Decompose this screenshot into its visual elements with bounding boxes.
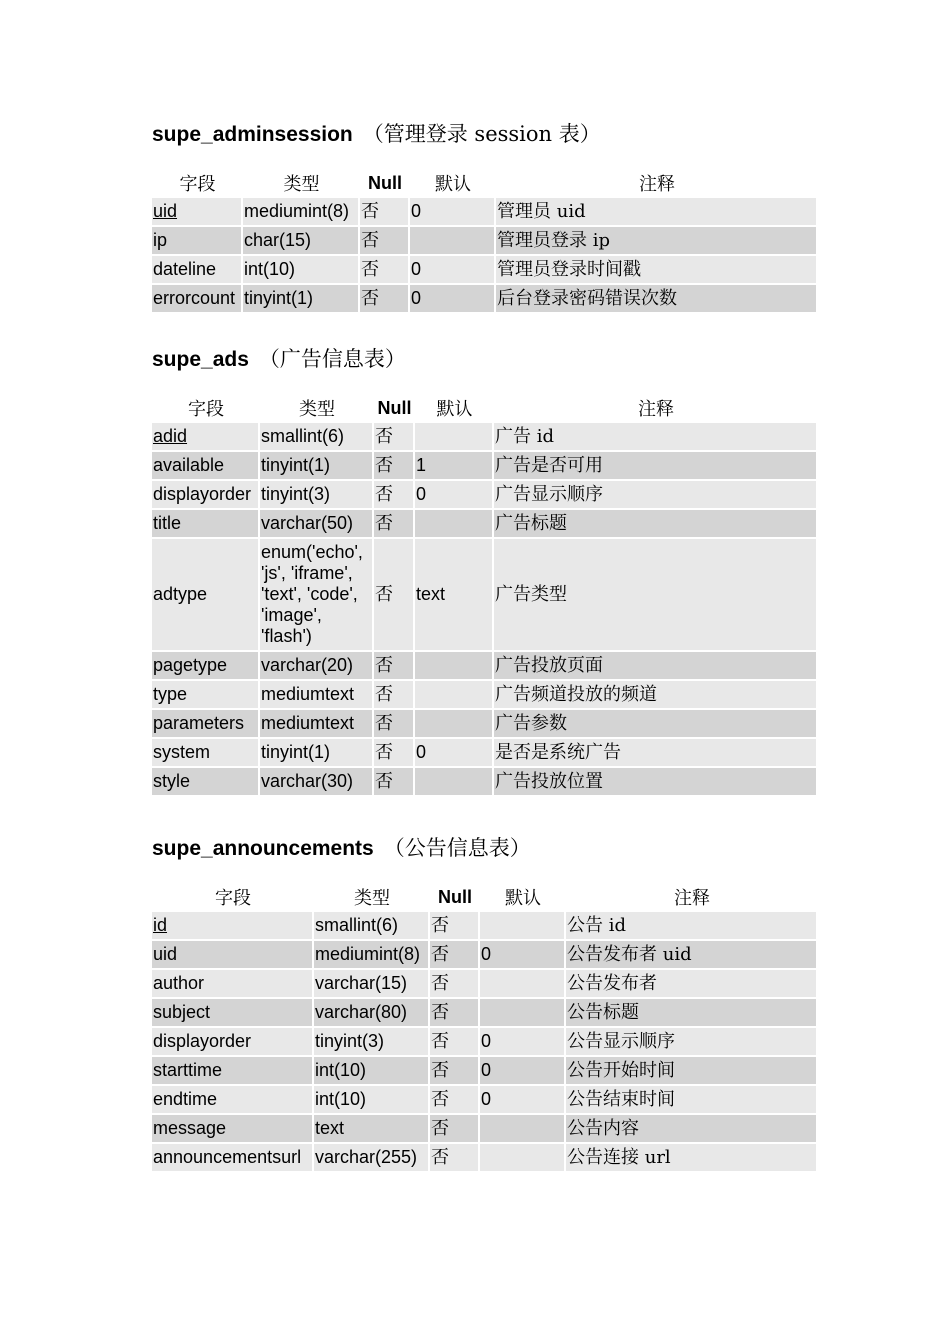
header-default: 默认 — [435, 174, 471, 195]
cell-default — [415, 681, 494, 710]
cell-field: uid — [152, 941, 314, 970]
cell-field: available — [152, 452, 260, 481]
cell-null: 否 — [374, 768, 415, 797]
header-type: 类型 — [283, 174, 320, 195]
cell-null: 否 — [374, 652, 415, 681]
header-type: 类型 — [354, 888, 390, 909]
cell-null: 否 — [360, 285, 410, 314]
header-type: 类型 — [299, 399, 335, 420]
cell-comment: 公告发布者 — [566, 970, 818, 999]
cell-type: char(15) — [243, 227, 360, 256]
cell-null: 否 — [374, 481, 415, 510]
cell-null: 否 — [374, 710, 415, 739]
cell-comment: 公告标题 — [566, 999, 818, 1028]
cell-comment: 公告内容 — [566, 1115, 818, 1144]
header-field: 字段 — [215, 888, 251, 909]
cell-comment: 广告频道投放的频道 — [494, 681, 818, 710]
table-row — [152, 912, 818, 941]
table-row — [152, 510, 818, 539]
header-null: Null — [368, 172, 402, 193]
cell-default — [480, 912, 566, 941]
table-row — [152, 1115, 818, 1144]
cell-type: varchar(30) — [260, 768, 374, 797]
cell-field: subject — [152, 999, 314, 1028]
cell-null: 否 — [430, 1115, 480, 1144]
cell-default — [480, 1115, 566, 1144]
cell-type: int(10) — [314, 1086, 430, 1115]
section-title — [152, 834, 818, 862]
cell-type: tinyint(3) — [314, 1028, 430, 1057]
header-row — [152, 168, 818, 198]
cell-default: 0 — [480, 941, 566, 970]
cell-null: 否 — [430, 1028, 480, 1057]
cell-null: 否 — [430, 1144, 480, 1173]
cell-type: smallint(6) — [260, 423, 374, 452]
cell-comment: 广告标题 — [494, 510, 818, 539]
cell-null: 否 — [430, 970, 480, 999]
cell-type: varchar(80) — [314, 999, 430, 1028]
header-field: 字段 — [188, 399, 224, 420]
cell-default: 0 — [410, 198, 496, 227]
cell-type: mediumint(8) — [314, 941, 430, 970]
cell-comment: 广告参数 — [494, 710, 818, 739]
cell-null: 否 — [374, 452, 415, 481]
table-row — [152, 999, 818, 1028]
table-description: （管理登录 session 表） — [362, 122, 601, 146]
cell-default — [415, 768, 494, 797]
cell-field: parameters — [152, 710, 260, 739]
cell-type: varchar(50) — [260, 510, 374, 539]
cell-type: mediumtext — [260, 681, 374, 710]
cell-type: mediumint(8) — [243, 198, 360, 227]
table-row — [152, 227, 818, 256]
table-row — [152, 970, 818, 999]
cell-default — [410, 227, 496, 256]
cell-field: announcementsurl — [152, 1144, 314, 1173]
table-description: （公告信息表） — [383, 836, 531, 860]
table-row — [152, 1057, 818, 1086]
cell-comment: 广告显示顺序 — [494, 481, 818, 510]
cell-field: type — [152, 681, 260, 710]
table-name: supe_announcements — [152, 837, 374, 860]
cell-comment: 后台登录密码错误次数 — [496, 285, 818, 314]
header-comment: 注释 — [639, 174, 675, 195]
cell-type: tinyint(1) — [260, 739, 374, 768]
header-row — [152, 393, 818, 423]
header-comment: 注释 — [638, 399, 674, 420]
cell-null: 否 — [430, 912, 480, 941]
header-null: Null — [438, 886, 472, 907]
header-comment: 注释 — [674, 888, 710, 909]
cell-field: adtype — [152, 539, 260, 652]
cell-comment: 公告发布者 uid — [566, 941, 818, 970]
table-section-adminsession — [152, 120, 818, 314]
cell-default — [480, 970, 566, 999]
section-title — [152, 120, 818, 148]
cell-field: displayorder — [152, 481, 260, 510]
cell-null: 否 — [374, 739, 415, 768]
schema-table — [152, 882, 818, 1173]
cell-type: int(10) — [243, 256, 360, 285]
cell-null: 否 — [360, 198, 410, 227]
cell-field: uid — [152, 198, 243, 227]
table-name: supe_ads — [152, 348, 249, 371]
header-row — [152, 882, 818, 912]
schema-table — [152, 168, 818, 314]
cell-default: 1 — [415, 452, 494, 481]
table-row — [152, 1086, 818, 1115]
cell-default: 0 — [480, 1057, 566, 1086]
table-row — [152, 1028, 818, 1057]
table-row — [152, 452, 818, 481]
table-description: （广告信息表） — [258, 347, 406, 371]
cell-comment: 广告投放页面 — [494, 652, 818, 681]
cell-field: message — [152, 1115, 314, 1144]
cell-null: 否 — [430, 941, 480, 970]
cell-default: 0 — [480, 1086, 566, 1115]
cell-null: 否 — [430, 1057, 480, 1086]
table-row — [152, 941, 818, 970]
cell-comment: 广告投放位置 — [494, 768, 818, 797]
section-title — [152, 345, 818, 373]
cell-type: varchar(255) — [314, 1144, 430, 1173]
cell-default — [415, 510, 494, 539]
cell-null: 否 — [430, 1086, 480, 1115]
cell-type: tinyint(1) — [260, 452, 374, 481]
cell-field: starttime — [152, 1057, 314, 1086]
table-row — [152, 681, 818, 710]
table-section-announcements — [152, 834, 818, 1173]
cell-default: 0 — [415, 739, 494, 768]
cell-comment: 广告 id — [494, 423, 818, 452]
cell-default: 0 — [410, 285, 496, 314]
cell-field: author — [152, 970, 314, 999]
cell-default — [480, 999, 566, 1028]
cell-field: endtime — [152, 1086, 314, 1115]
table-row — [152, 423, 818, 452]
cell-type: mediumtext — [260, 710, 374, 739]
cell-field: errorcount — [152, 285, 243, 314]
cell-default: 0 — [410, 256, 496, 285]
cell-type: smallint(6) — [314, 912, 430, 941]
table-row — [152, 768, 818, 797]
header-null: Null — [377, 397, 412, 418]
table-row — [152, 1144, 818, 1173]
table-row — [152, 481, 818, 510]
cell-default: 0 — [415, 481, 494, 510]
cell-comment: 广告类型 — [494, 539, 818, 652]
cell-type: text — [314, 1115, 430, 1144]
cell-default — [415, 710, 494, 739]
cell-field: dateline — [152, 256, 243, 285]
cell-type: varchar(20) — [260, 652, 374, 681]
cell-null: 否 — [374, 423, 415, 452]
table-section-ads — [152, 345, 818, 797]
cell-field: displayorder — [152, 1028, 314, 1057]
cell-comment: 公告显示顺序 — [566, 1028, 818, 1057]
table-row — [152, 285, 818, 314]
cell-field: title — [152, 510, 260, 539]
schema-table — [152, 393, 818, 797]
cell-comment: 公告 id — [566, 912, 818, 941]
cell-null: 否 — [374, 539, 415, 652]
cell-type: int(10) — [314, 1057, 430, 1086]
table-row — [152, 198, 818, 227]
cell-comment: 公告结束时间 — [566, 1086, 818, 1115]
cell-null: 否 — [374, 681, 415, 710]
cell-null: 否 — [360, 227, 410, 256]
cell-default: text — [415, 539, 494, 652]
cell-null: 否 — [360, 256, 410, 285]
cell-default — [415, 652, 494, 681]
cell-default: 0 — [480, 1028, 566, 1057]
cell-type: tinyint(3) — [260, 481, 374, 510]
table-row — [152, 710, 818, 739]
cell-comment: 管理员登录时间戳 — [496, 256, 818, 285]
cell-field: style — [152, 768, 260, 797]
cell-field: id — [152, 912, 314, 941]
cell-default — [415, 423, 494, 452]
cell-field: adid — [152, 423, 260, 452]
cell-default — [480, 1144, 566, 1173]
cell-comment: 公告连接 url — [566, 1144, 818, 1173]
cell-type: enum('echo', 'js', 'iframe', 'text', 'code', 'image', 'flash') — [260, 539, 374, 652]
cell-comment: 管理员 uid — [496, 198, 818, 227]
cell-comment: 管理员登录 ip — [496, 227, 818, 256]
table-row — [152, 539, 818, 652]
header-default: 默认 — [436, 399, 473, 420]
table-row — [152, 739, 818, 768]
table-row — [152, 256, 818, 285]
cell-comment: 广告是否可用 — [494, 452, 818, 481]
table-row — [152, 652, 818, 681]
header-default: 默认 — [505, 888, 541, 909]
cell-type: varchar(15) — [314, 970, 430, 999]
cell-field: pagetype — [152, 652, 260, 681]
header-field: 字段 — [179, 174, 216, 195]
cell-field: ip — [152, 227, 243, 256]
cell-null: 否 — [430, 999, 480, 1028]
cell-field: system — [152, 739, 260, 768]
cell-type: tinyint(1) — [243, 285, 360, 314]
cell-comment: 是否是系统广告 — [494, 739, 818, 768]
cell-comment: 公告开始时间 — [566, 1057, 818, 1086]
table-name: supe_adminsession — [152, 123, 353, 146]
cell-null: 否 — [374, 510, 415, 539]
